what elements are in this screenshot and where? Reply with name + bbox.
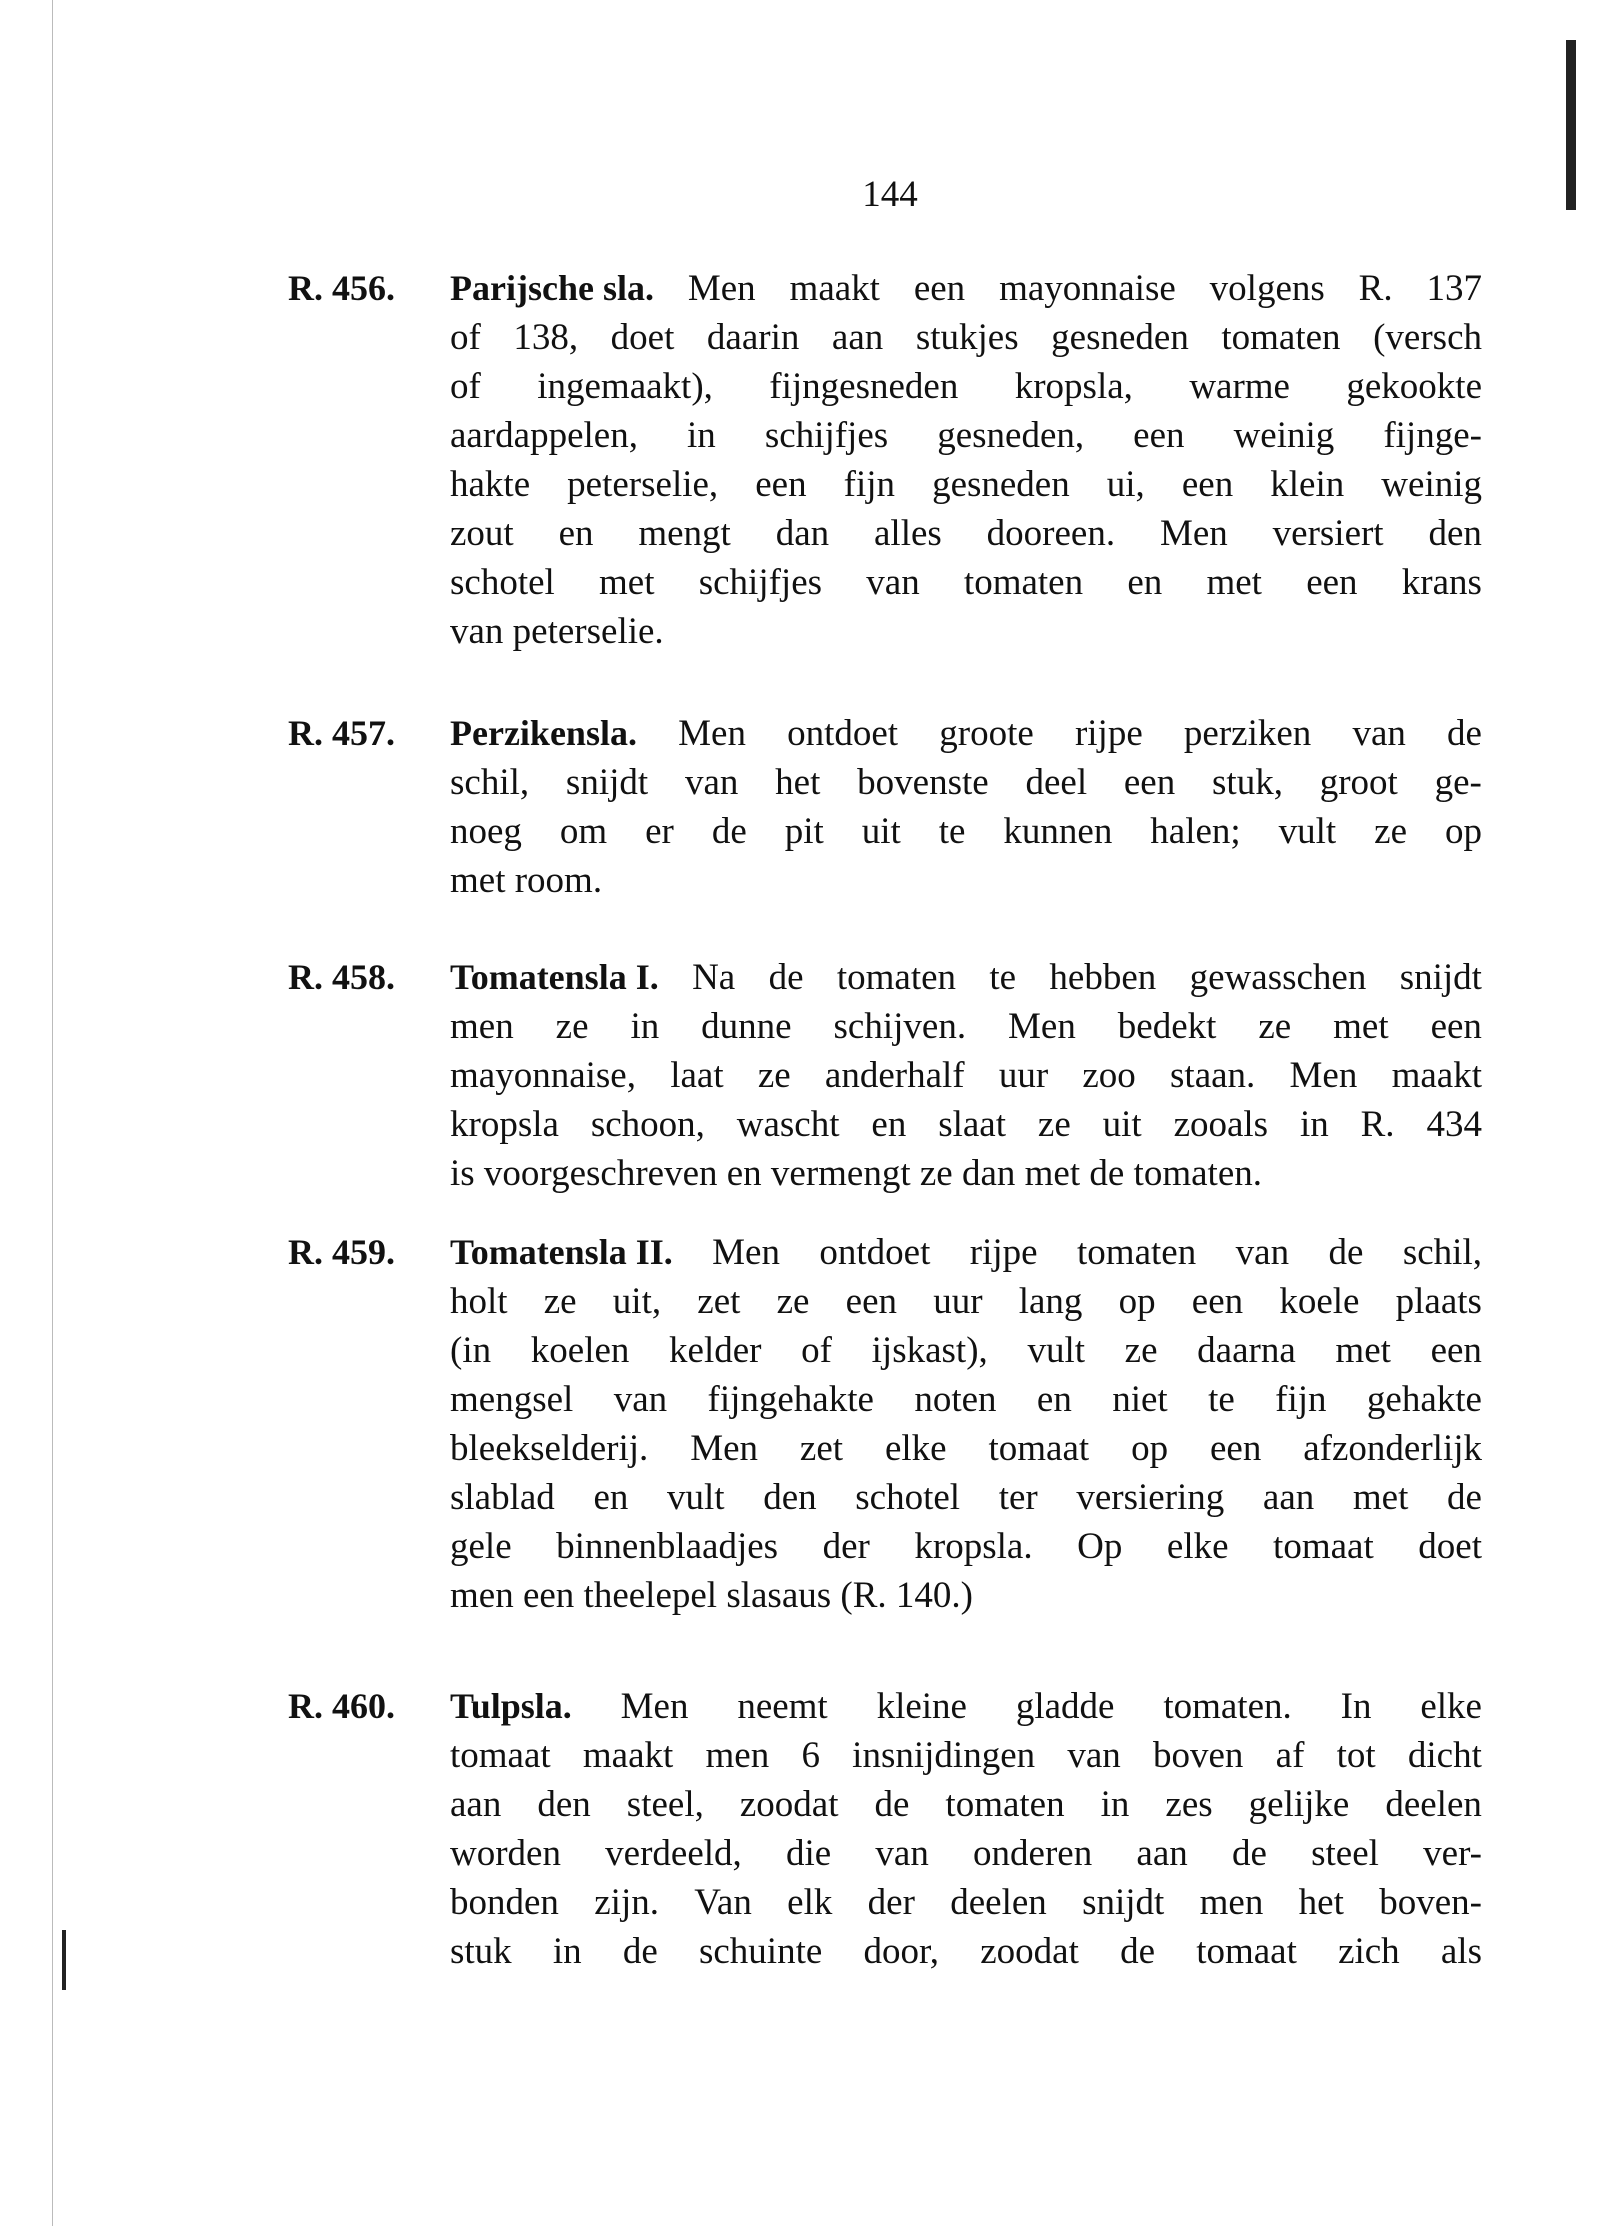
word: ge- bbox=[1434, 762, 1482, 803]
recipe-number: R. 456. bbox=[288, 268, 395, 308]
word: ingemaakt), bbox=[537, 366, 713, 407]
word: met bbox=[1335, 1330, 1391, 1371]
word: zout bbox=[450, 513, 514, 554]
word: niet bbox=[1112, 1379, 1168, 1420]
text-line bbox=[450, 313, 1482, 362]
word: fijngehakte bbox=[707, 1379, 874, 1420]
recipe-title: Tulpsla. bbox=[450, 1686, 572, 1726]
word: perziken bbox=[1183, 713, 1312, 754]
word: zijn. bbox=[594, 1882, 659, 1923]
recipe-title: Tomatensla I. bbox=[450, 957, 659, 997]
word: aan bbox=[1262, 1477, 1315, 1518]
word: tomaten bbox=[836, 957, 957, 998]
page-number: 144 bbox=[862, 174, 918, 215]
recipe-number: R. 459. bbox=[288, 1232, 395, 1272]
word: den bbox=[1428, 513, 1482, 554]
word: gesneden bbox=[1051, 317, 1189, 358]
recipe-text bbox=[450, 1682, 1482, 1976]
word: noeg bbox=[450, 811, 522, 852]
word: ontdoet bbox=[819, 1232, 931, 1273]
word: tomaten. bbox=[1163, 1686, 1292, 1727]
word: In bbox=[1340, 1686, 1372, 1727]
word: 138, bbox=[513, 317, 579, 358]
word: worden bbox=[450, 1833, 561, 1874]
text-line bbox=[450, 1277, 1482, 1326]
word: rijpe bbox=[1074, 713, 1143, 754]
text-line bbox=[450, 709, 1482, 758]
word: ze bbox=[555, 1006, 589, 1047]
word: koelen bbox=[530, 1330, 630, 1371]
word: groote bbox=[939, 713, 1034, 754]
word: 137 bbox=[1426, 268, 1482, 309]
word: een bbox=[1306, 562, 1358, 603]
word: schijven. bbox=[833, 1006, 967, 1047]
text-line bbox=[450, 460, 1482, 509]
word: tomaten bbox=[1221, 317, 1341, 358]
word: vult bbox=[1278, 811, 1337, 852]
word: kropsla, bbox=[1014, 366, 1133, 407]
word: van bbox=[875, 1833, 929, 1874]
word: kleine bbox=[876, 1686, 967, 1727]
word: slaat bbox=[938, 1104, 1007, 1145]
word: volgens bbox=[1209, 268, 1325, 309]
word: den bbox=[763, 1477, 817, 1518]
recipe-number: R. 458. bbox=[288, 957, 395, 997]
word: het bbox=[1298, 1882, 1344, 1923]
word: zoo bbox=[1082, 1055, 1136, 1096]
word: dicht bbox=[1407, 1735, 1482, 1776]
word: Men bbox=[1159, 513, 1228, 554]
word: der bbox=[867, 1882, 915, 1923]
word: steel, bbox=[626, 1784, 704, 1825]
word: R. bbox=[1358, 268, 1393, 309]
word: elk bbox=[787, 1882, 833, 1923]
word: tomaat bbox=[450, 1735, 551, 1776]
word: te bbox=[1208, 1379, 1235, 1420]
text-line bbox=[450, 607, 1482, 656]
word: maakt bbox=[1391, 1055, 1482, 1096]
word: binnenblaadjes bbox=[556, 1526, 779, 1567]
word: boven bbox=[1153, 1735, 1244, 1776]
word: schotel bbox=[450, 562, 555, 603]
word: met bbox=[1333, 1006, 1389, 1047]
word: een bbox=[755, 464, 807, 505]
word: met bbox=[1206, 562, 1262, 603]
text-line bbox=[450, 1682, 1482, 1731]
line-text: is voorgeschreven en vermengt ze dan met de tomaten. bbox=[450, 1153, 1262, 1194]
word: Men bbox=[690, 1428, 759, 1469]
word: een bbox=[845, 1281, 898, 1322]
text-line bbox=[450, 1731, 1482, 1780]
word: in bbox=[1299, 1104, 1329, 1145]
word: een bbox=[1133, 415, 1185, 456]
word: peterselie, bbox=[567, 464, 719, 505]
word: snijdt bbox=[565, 762, 649, 803]
word: aan bbox=[450, 1784, 502, 1825]
word: van bbox=[684, 762, 739, 803]
word: mengsel bbox=[450, 1379, 574, 1420]
word: de bbox=[768, 957, 804, 998]
word: gladde bbox=[1015, 1686, 1115, 1727]
word: van bbox=[1352, 713, 1406, 754]
word: in bbox=[552, 1931, 582, 1972]
word: kropsla bbox=[450, 1104, 559, 1145]
word: uit, bbox=[612, 1281, 662, 1322]
word: snijdt bbox=[1399, 957, 1482, 998]
word: bovenste bbox=[857, 762, 989, 803]
word: een bbox=[1430, 1006, 1482, 1047]
word: stuk bbox=[450, 1931, 512, 1972]
word: hebben bbox=[1049, 957, 1157, 998]
word: tot bbox=[1336, 1735, 1376, 1776]
word: elke bbox=[1420, 1686, 1482, 1727]
text-line bbox=[450, 807, 1482, 856]
word: de bbox=[1328, 1232, 1364, 1273]
word: dan bbox=[775, 513, 830, 554]
word: ui, bbox=[1106, 464, 1145, 505]
word: af bbox=[1275, 1735, 1305, 1776]
line-text: met room. bbox=[450, 860, 603, 901]
word: om bbox=[559, 811, 608, 852]
word: met bbox=[599, 562, 655, 603]
text-line bbox=[450, 953, 1482, 1002]
text-line bbox=[450, 1424, 1482, 1473]
text-line bbox=[450, 1051, 1482, 1100]
word: fijngesneden bbox=[769, 366, 959, 407]
word: gesneden, bbox=[937, 415, 1085, 456]
line-text: van peterselie. bbox=[450, 611, 664, 652]
text-line bbox=[450, 1473, 1482, 1522]
word: onderen bbox=[973, 1833, 1093, 1874]
word: mengt bbox=[638, 513, 731, 554]
word: 6 bbox=[801, 1735, 820, 1776]
word: een bbox=[1209, 1428, 1262, 1469]
text-line bbox=[450, 1829, 1482, 1878]
word: Van bbox=[694, 1882, 752, 1923]
word: schijfjes bbox=[698, 562, 823, 603]
word: kelder bbox=[669, 1330, 762, 1371]
word: ze bbox=[1037, 1104, 1071, 1145]
text-line bbox=[450, 509, 1482, 558]
word: fijn bbox=[1275, 1379, 1327, 1420]
word: slablad bbox=[450, 1477, 555, 1518]
text-line bbox=[450, 1326, 1482, 1375]
word: Men bbox=[712, 1232, 780, 1273]
word: versiert bbox=[1272, 513, 1384, 554]
text-line bbox=[450, 1780, 1482, 1829]
word: noten bbox=[914, 1379, 997, 1420]
word: de bbox=[874, 1784, 910, 1825]
word: te bbox=[989, 957, 1017, 998]
word: op bbox=[1444, 811, 1482, 852]
word: die bbox=[786, 1833, 832, 1874]
word: de bbox=[1231, 1833, 1267, 1874]
text-line bbox=[450, 758, 1482, 807]
word: op bbox=[1118, 1281, 1156, 1322]
word: lang bbox=[1018, 1281, 1083, 1322]
word: hakte bbox=[450, 464, 531, 505]
word: deelen bbox=[950, 1882, 1047, 1923]
word: halen; bbox=[1150, 811, 1241, 852]
text-line bbox=[450, 1375, 1482, 1424]
recipe-text bbox=[450, 953, 1482, 1198]
word: van bbox=[866, 562, 920, 603]
word: boven- bbox=[1379, 1882, 1482, 1923]
text-line bbox=[450, 856, 1482, 905]
word: warme bbox=[1189, 366, 1290, 407]
text-line bbox=[450, 1100, 1482, 1149]
word: schijfjes bbox=[764, 415, 889, 456]
word: men bbox=[705, 1735, 770, 1776]
word: uur bbox=[998, 1055, 1049, 1096]
word: de bbox=[1120, 1931, 1155, 1972]
text-line bbox=[450, 411, 1482, 460]
word: tomaten bbox=[1077, 1232, 1197, 1273]
text-line bbox=[450, 362, 1482, 411]
word: men bbox=[1199, 1882, 1264, 1923]
word: Men bbox=[678, 713, 746, 754]
word: den bbox=[537, 1784, 591, 1825]
word: kunnen bbox=[1003, 811, 1113, 852]
word: vult bbox=[1027, 1330, 1085, 1371]
word: gelijke bbox=[1248, 1784, 1350, 1825]
word: ter bbox=[998, 1477, 1038, 1518]
word: of bbox=[801, 1330, 832, 1371]
word: en bbox=[1036, 1379, 1072, 1420]
word: holt bbox=[450, 1281, 508, 1322]
word: en bbox=[558, 513, 594, 554]
word: er bbox=[645, 811, 674, 852]
word: van bbox=[1235, 1232, 1290, 1273]
word: koele bbox=[1279, 1281, 1360, 1322]
word: afzonderlijk bbox=[1303, 1428, 1482, 1469]
word: ijskast), bbox=[871, 1330, 988, 1371]
word: aan bbox=[831, 317, 884, 358]
word: klein bbox=[1270, 464, 1345, 505]
word: als bbox=[1440, 1931, 1482, 1972]
word: een bbox=[1181, 464, 1234, 505]
word: in bbox=[687, 415, 716, 456]
word: tomaat bbox=[988, 1428, 1090, 1469]
word: en bbox=[593, 1477, 629, 1518]
word: bleekselderij. bbox=[450, 1428, 649, 1469]
word: van bbox=[1067, 1735, 1121, 1776]
recipe-title: Parijsche sla. bbox=[450, 268, 654, 308]
word: ze bbox=[1374, 811, 1408, 852]
word: der bbox=[822, 1526, 870, 1567]
word: weinig bbox=[1381, 464, 1482, 505]
word: verdeeld, bbox=[605, 1833, 742, 1874]
word: schotel bbox=[855, 1477, 961, 1518]
text-line bbox=[450, 558, 1482, 607]
word: 434 bbox=[1426, 1104, 1482, 1145]
word: weinig bbox=[1233, 415, 1335, 456]
word: wascht bbox=[736, 1104, 840, 1145]
text-line bbox=[450, 1149, 1482, 1198]
word: een bbox=[1191, 1281, 1244, 1322]
text-line bbox=[450, 1002, 1482, 1051]
word: insnijdingen bbox=[852, 1735, 1036, 1776]
word: fijnge- bbox=[1383, 415, 1482, 456]
word: of bbox=[450, 366, 481, 407]
recipe-text bbox=[450, 709, 1482, 905]
word: en bbox=[1127, 562, 1163, 603]
word: rijpe bbox=[969, 1232, 1038, 1273]
word: uur bbox=[933, 1281, 983, 1322]
recipe-title: Perzikensla. bbox=[450, 713, 637, 753]
word: zoodat bbox=[980, 1931, 1079, 1972]
word: neemt bbox=[737, 1686, 828, 1727]
text-line bbox=[450, 1228, 1482, 1277]
word: tomaten bbox=[963, 562, 1084, 603]
word: alles bbox=[874, 513, 942, 554]
scan-edge-mark bbox=[52, 0, 53, 2226]
word: Na bbox=[692, 957, 736, 998]
word: krans bbox=[1401, 562, 1482, 603]
word: maakt bbox=[582, 1735, 674, 1776]
word: anderhalf bbox=[824, 1055, 965, 1096]
word: met bbox=[1352, 1477, 1409, 1518]
word: uit bbox=[861, 811, 901, 852]
word: een bbox=[1123, 762, 1176, 803]
word: ze bbox=[1124, 1330, 1158, 1371]
word: mayonnaise bbox=[999, 268, 1176, 309]
recipe-number: R. 460. bbox=[288, 1686, 395, 1726]
word: zoodat bbox=[739, 1784, 839, 1825]
word: ze bbox=[757, 1055, 791, 1096]
line-text: men een theelepel slasaus (R. 140.) bbox=[450, 1575, 973, 1616]
text-line bbox=[450, 1522, 1482, 1571]
word: (in bbox=[450, 1330, 492, 1371]
word: te bbox=[938, 811, 966, 852]
word: doet bbox=[610, 317, 675, 358]
recipe-title: Tomatensla II. bbox=[450, 1232, 673, 1272]
word: bonden bbox=[450, 1882, 559, 1923]
word: schuinte bbox=[698, 1931, 823, 1972]
scan-edge-mark bbox=[62, 1930, 66, 1990]
word: gewasschen bbox=[1189, 957, 1367, 998]
word: een bbox=[913, 268, 966, 309]
word: van bbox=[613, 1379, 668, 1420]
word: staan. bbox=[1170, 1055, 1256, 1096]
word: door, bbox=[863, 1931, 940, 1972]
recipe-text bbox=[450, 264, 1482, 656]
word: steel bbox=[1311, 1833, 1379, 1874]
word: gesneden bbox=[932, 464, 1070, 505]
recipe-number: R. 457. bbox=[288, 713, 395, 753]
word: ze bbox=[543, 1281, 577, 1322]
word: de bbox=[622, 1931, 658, 1972]
word: of bbox=[450, 317, 481, 358]
word: gele bbox=[450, 1526, 512, 1567]
word: groot bbox=[1319, 762, 1398, 803]
text-line bbox=[450, 1927, 1482, 1976]
word: snijdt bbox=[1082, 1882, 1165, 1923]
word: schoon, bbox=[590, 1104, 705, 1145]
word: de bbox=[711, 811, 747, 852]
word: elke bbox=[884, 1428, 947, 1469]
word: en bbox=[871, 1104, 907, 1145]
word: aan bbox=[1136, 1833, 1188, 1874]
word: bedekt bbox=[1117, 1006, 1217, 1047]
word: de bbox=[1447, 713, 1482, 754]
word: deelen bbox=[1385, 1784, 1482, 1825]
word: een bbox=[1430, 1330, 1482, 1371]
word: dooreen. bbox=[986, 513, 1116, 554]
word: uit bbox=[1102, 1104, 1142, 1145]
word: Men bbox=[1289, 1055, 1358, 1096]
word: daarna bbox=[1197, 1330, 1296, 1371]
word: R. bbox=[1360, 1104, 1395, 1145]
word: aardappelen, bbox=[450, 415, 638, 456]
word: zooals bbox=[1173, 1104, 1269, 1145]
word: zet bbox=[697, 1281, 741, 1322]
word: stukjes bbox=[915, 317, 1019, 358]
word: doet bbox=[1418, 1526, 1482, 1567]
word: pit bbox=[784, 811, 824, 852]
word: versiering bbox=[1076, 1477, 1225, 1518]
word: mayonnaise, bbox=[450, 1055, 636, 1096]
word: plaats bbox=[1395, 1281, 1482, 1322]
word: tomaat bbox=[1273, 1526, 1374, 1567]
word: in bbox=[630, 1006, 660, 1047]
word: op bbox=[1131, 1428, 1169, 1469]
word: schil, bbox=[1402, 1232, 1482, 1273]
word: ze bbox=[1258, 1006, 1292, 1047]
word: stuk, bbox=[1212, 762, 1283, 803]
word: ontdoet bbox=[787, 713, 899, 754]
word: gehakte bbox=[1366, 1379, 1482, 1420]
word: daarin bbox=[706, 317, 800, 358]
word: Men bbox=[620, 1686, 689, 1727]
word: maakt bbox=[789, 268, 880, 309]
text-line bbox=[450, 264, 1482, 313]
word: zich bbox=[1338, 1931, 1400, 1972]
word: dunne bbox=[701, 1006, 792, 1047]
word: Op bbox=[1077, 1526, 1123, 1567]
word: in bbox=[1100, 1784, 1130, 1825]
word: zes bbox=[1165, 1784, 1213, 1825]
word: het bbox=[775, 762, 821, 803]
word: gekookte bbox=[1346, 366, 1482, 407]
word: ver- bbox=[1423, 1833, 1482, 1874]
word: elke bbox=[1166, 1526, 1229, 1567]
text-line bbox=[450, 1878, 1482, 1927]
word: men bbox=[450, 1006, 514, 1047]
word: kropsla. bbox=[914, 1526, 1033, 1567]
word: de bbox=[1447, 1477, 1482, 1518]
word: vult bbox=[667, 1477, 725, 1518]
text-line bbox=[450, 1571, 1482, 1620]
word: schil, bbox=[450, 762, 530, 803]
word: zet bbox=[799, 1428, 844, 1469]
recipe-text bbox=[450, 1228, 1482, 1620]
word: tomaat bbox=[1196, 1931, 1297, 1972]
word: ze bbox=[776, 1281, 810, 1322]
word: fijn bbox=[843, 464, 896, 505]
word: deel bbox=[1025, 762, 1088, 803]
word: tomaten bbox=[945, 1784, 1065, 1825]
word: laat bbox=[670, 1055, 724, 1096]
word: Men bbox=[1008, 1006, 1076, 1047]
word: (versch bbox=[1373, 317, 1482, 358]
word: Men bbox=[687, 268, 756, 309]
